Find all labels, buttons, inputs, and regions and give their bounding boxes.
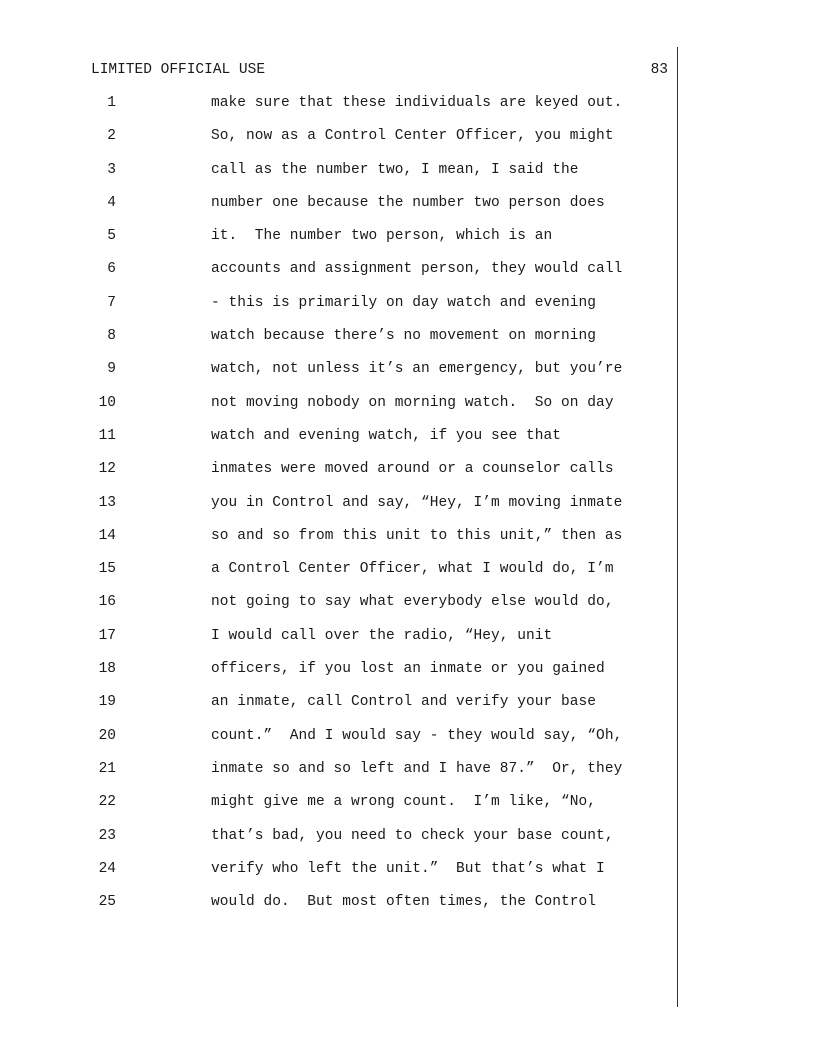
line-number: 20	[98, 727, 116, 744]
line-text: a Control Center Officer, what I would do, I’m	[211, 561, 614, 578]
transcript-line	[0, 727, 816, 760]
transcript-line	[0, 127, 816, 160]
line-number: 24	[98, 860, 116, 877]
line-number: 25	[98, 894, 116, 911]
transcript-line	[0, 527, 816, 560]
line-number: 23	[98, 827, 116, 844]
line-text: count.” And I would say - they would say, “Oh,	[211, 727, 623, 744]
transcript-line	[0, 893, 816, 926]
transcript-line	[0, 660, 816, 693]
transcript-line	[0, 294, 816, 327]
line-number: 5	[107, 228, 116, 245]
transcript-line	[0, 560, 816, 593]
line-text: officers, if you lost an inmate or you gained	[211, 661, 605, 678]
line-number: 21	[98, 760, 116, 777]
line-number: 8	[107, 328, 116, 345]
line-number: 15	[98, 561, 116, 578]
line-text: watch, not unless it’s an emergency, but you’re	[211, 361, 623, 378]
transcript-line	[0, 161, 816, 194]
line-text: that’s bad, you need to check your base count,	[211, 827, 614, 844]
line-number: 7	[107, 294, 116, 311]
line-number: 14	[98, 527, 116, 544]
transcript-line	[0, 427, 816, 460]
classification-header: LIMITED OFFICIAL USE	[91, 62, 266, 78]
transcript-line	[0, 260, 816, 293]
transcript-lines	[0, 94, 816, 926]
page-number: 83	[650, 62, 668, 78]
line-text: it. The number two person, which is an	[211, 228, 553, 245]
line-number: 10	[98, 394, 116, 411]
line-number: 3	[107, 161, 116, 178]
line-text: watch because there’s no movement on morning	[211, 328, 597, 345]
line-number: 9	[107, 361, 116, 378]
transcript-line	[0, 327, 816, 360]
line-text: not moving nobody on morning watch. So on day	[211, 394, 614, 411]
line-number: 17	[98, 627, 116, 644]
line-text: accounts and assignment person, they would call	[211, 261, 623, 278]
line-number: 2	[107, 128, 116, 145]
line-text: an inmate, call Control and verify your base	[211, 694, 597, 711]
line-text: not going to say what everybody else would do,	[211, 594, 614, 611]
transcript-line	[0, 693, 816, 726]
line-text: might give me a wrong count. I’m like, “No,	[211, 794, 597, 811]
transcript-line	[0, 227, 816, 260]
line-text: inmate so and so left and I have 87.” Or, they	[211, 760, 623, 777]
transcript-line	[0, 460, 816, 493]
transcript-line	[0, 494, 816, 527]
line-number: 19	[98, 694, 116, 711]
line-text: you in Control and say, “Hey, I’m moving inmate	[211, 494, 623, 511]
line-number: 13	[98, 494, 116, 511]
line-text: so and so from this unit to this unit,” then as	[211, 527, 623, 544]
line-text: call as the number two, I mean, I said the	[211, 161, 579, 178]
line-number: 22	[98, 794, 116, 811]
line-number: 1	[107, 95, 116, 111]
transcript-line	[0, 760, 816, 793]
line-number: 12	[98, 461, 116, 478]
transcript-line	[0, 627, 816, 660]
transcript-line	[0, 94, 816, 127]
transcript-line	[0, 793, 816, 826]
line-number: 18	[98, 661, 116, 678]
line-text: make sure that these individuals are keyed out.	[211, 95, 623, 111]
line-number: 16	[98, 594, 116, 611]
line-number: 6	[107, 261, 116, 278]
line-text: - this is primarily on day watch and evening	[211, 294, 597, 311]
transcript-line	[0, 360, 816, 393]
transcript-line	[0, 860, 816, 893]
transcript-line	[0, 194, 816, 227]
line-text: So, now as a Control Center Officer, you might	[211, 128, 614, 145]
transcript-line	[0, 394, 816, 427]
line-text: watch and evening watch, if you see that	[211, 427, 562, 444]
line-number: 4	[107, 194, 116, 211]
transcript-line	[0, 827, 816, 860]
line-number: 11	[98, 427, 116, 444]
line-text: number one because the number two person does	[211, 194, 605, 211]
transcript-line	[0, 593, 816, 626]
line-text: inmates were moved around or a counselor calls	[211, 461, 614, 478]
line-text: I would call over the radio, “Hey, unit	[211, 627, 553, 644]
line-text: would do. But most often times, the Control	[211, 894, 597, 911]
line-text: verify who left the unit.” But that’s what I	[211, 860, 605, 877]
